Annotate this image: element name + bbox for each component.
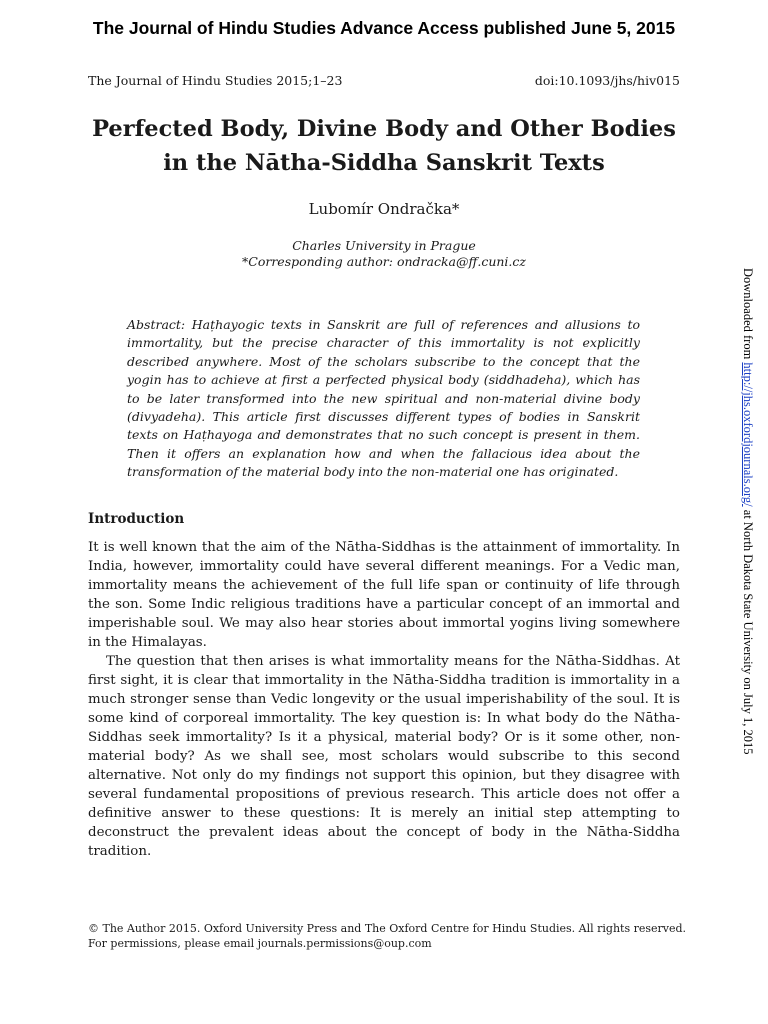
download-sidebar <box>740 268 755 755</box>
title-line-1: Perfected Body, Divine Body and Other Bodies <box>92 116 676 142</box>
paragraph-1: It is well known that the aim of the Nātha-Siddhas is the attainment of immortality. In India, however, immortality could have several different meanings. For a Vedic man, immortality means the achievement of the full life span or continuity of life through the son. Some Indic religious traditions have a particular concept of an immortal and imperishable soul. We may also hear stories about immortal yogins living somewhere in the Himalayas. <box>88 540 680 650</box>
affiliation: Charles University in Prague <box>292 238 476 253</box>
advance-access-banner: The Journal of Hindu Studies Advance Access published June 5, 2015 <box>92 18 676 38</box>
body-text <box>88 538 680 861</box>
section-heading: Introduction <box>88 511 185 527</box>
journal-link[interactable]: http://jhs.oxfordjournals.org/ <box>741 362 755 507</box>
title-line-2: in the Nātha-Siddha Sanskrit Texts <box>163 150 605 176</box>
copyright-line: © The Author 2015. Oxford University Press and The Oxford Centre for Hindu Studies. All rights reserved. <box>88 922 687 935</box>
doi: doi:10.1093/jhs/hiv015 <box>534 73 680 88</box>
abstract: Abstract: Haṭhayogic texts in Sanskrit are full of references and allusions to immortality, but the precise character of this immortality is not explicitly described anywhere. Most of the scholars subscribe to the concept that the yogin has to achieve at first a perfected physical body (siddhadeha), which has to be later transformed into the new spiritual and non-material divine body (divyadeha). This article first discusses different types of bodies in Sanskrit texts on Haṭhayoga and demonstrates that no such concept is present in them. Then it offers an explanation how and when the fallacious idea about the transformation of the material body into the non-material one has originated. <box>127 317 640 480</box>
download-prefix: Downloaded from <box>741 268 755 363</box>
paragraph-2: The question that then arises is what immortality means for the Nātha-Siddhas. At first sight, it is clear that immortality in the Nātha-Siddha tradition is immortality in a much stronger sense than Vedic longevity or the usual imperishability of the soul. It is some kind of corporeal immortality. The key question is: In what body do the Nātha-Siddhas seek immortality? Is it a physical, material body? Or is it some other, non-material body? As we shall see, most scholars would subscribe to this second alternative. Not only do my findings not support this opinion, but they disagree with several fundamental propositions of previous research. This article does not offer a definitive answer to these questions: It is merely an initial step attempting to deconstruct the prevalent ideas about the concept of body in the Nātha-Siddha tradition. <box>88 654 680 859</box>
download-suffix: at North Dakota State University on July 1, 2015 <box>741 506 755 755</box>
author-name: Lubomír Ondračka* <box>308 200 460 218</box>
author-affiliation <box>0 238 768 270</box>
running-header <box>88 73 680 88</box>
copyright-footer <box>88 921 688 951</box>
permissions-line: For permissions, please email journals.permissions@oup.com <box>88 937 432 950</box>
article-title <box>60 112 708 180</box>
journal-citation: The Journal of Hindu Studies 2015;1–23 <box>88 73 343 88</box>
corresponding-author: *Corresponding author: ondracka@ff.cuni.cz <box>242 254 526 269</box>
